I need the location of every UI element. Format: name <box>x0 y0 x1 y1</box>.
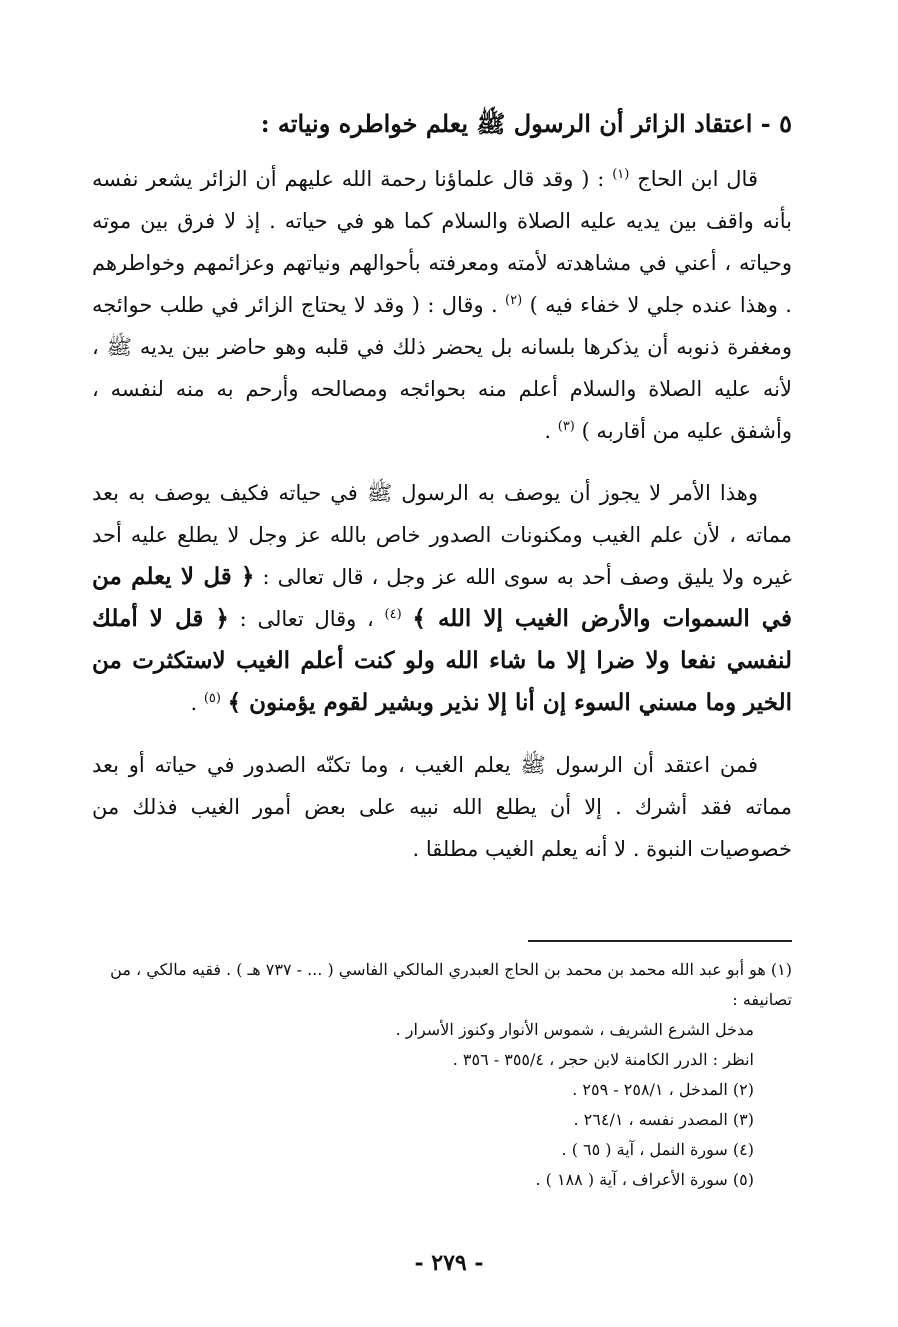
paragraph-1-text-a: قال ابن الحاج <box>637 167 758 191</box>
footnote-ref-5: (٥) <box>203 691 221 706</box>
footnotes <box>92 955 792 1195</box>
paragraph-1-text-b: : ( وقد قال علماؤنا رحمة الله عليهم أن الزائر يشعر نفسه بأنه واقف بين يديه عليه الصلاة والسلام كما هو في حياته . إذ لا فرق بين موته وحياته ، أعني في مشاهدته لأمته ومعرفته بأحوالهم ونياتهم وعزائمهم وخواطرهم . وهذا عنده جلي لا خفاء فيه ) <box>92 167 792 317</box>
footnote-1-source: انظر : الدرر الكامنة لابن حجر ، ٣٥٥/٤ - ٣٥٦ . <box>452 1050 754 1069</box>
paragraph-2-text-c: . <box>190 691 198 715</box>
footnote-ref-2: (٢) <box>505 293 523 308</box>
footnote-ref-3: (٣) <box>557 419 575 434</box>
main-text <box>92 104 792 890</box>
paragraph-3: فمن اعتقد أن الرسول ﷺ يعلم الغيب ، وما تكنّه الصدور في حياته أو بعد مماته فقد أشرك . إلا أن يطلع الله نبيه على بعض أمور الغيب فذلك من خصوصيات النبوة . لا أنه يعلم الغيب مطلقا . <box>92 753 792 861</box>
footnote-1: (١) هو أبو عبد الله محمد بن محمد بن الحاج العبدري المالكي الفاسي ( ... - ٧٣٧ هـ ) . فقيه مالكي ، من تصانيفه : <box>110 960 792 1009</box>
footnote-ref-1: (١) <box>612 167 630 182</box>
footnote-2: (٢) المدخل ، ٢٥٨/١ - ٢٥٩ . <box>572 1080 754 1099</box>
footnote-3: (٣) المصدر نفسه ، ٢٦٤/١ . <box>573 1110 754 1129</box>
paragraph-1-text-c: . وقال : ( وقد لا يحتاج الزائر في طلب حوائجه ومغفرة ذنوبه أن يذكرها بلسانه بل يحضر ذلك في قلبه وهو حاضر بين يديه ﷺ ، لأنه عليه الصلاة والسلام أعلم منه بحوائجه ومصالحه وأرحم به منه لنفسه ، وأشفق عليه من أقاربه ) <box>92 293 792 443</box>
footnote-5: (٥) سورة الأعراف ، آية ( ١٨٨ ) . <box>535 1170 754 1189</box>
paragraph-1 <box>92 158 792 452</box>
paragraph-2-text-b: ، وقال تعالى : <box>239 607 374 631</box>
paragraph-1-text-d: . <box>544 419 552 443</box>
section-heading: ٥ - اعتقاد الزائر أن الرسول ﷺ يعلم خواطره ونياته : <box>260 109 792 138</box>
quran-verse-1: ﴿ قل لا يعلم من في السموات والأرض الغيب إلا الله ﴾ <box>92 563 792 632</box>
quran-verse-2: ﴿ قل لا أملك لنفسي نفعا ولا ضرا إلا ما شاء الله ولو كنت أعلم الغيب لاستكثرت من الخير وما مسني السوء إن أنا إلا نذير وبشير لقوم يؤمنون ﴾ <box>92 605 792 716</box>
paragraph-2 <box>92 472 792 724</box>
paragraph-2-text-a: وهذا الأمر لا يجوز أن يوصف به الرسول ﷺ في حياته فكيف يوصف به بعد مماته ، لأن علم الغيب ومكنونات الصدور خاص بالله عز وجل لا يطلع عليه أحد غيره ولا يليق وصف أحد به سوى الله عز وجل ، قال تعالى : <box>92 481 792 589</box>
page-number: - ٢٧٩ - <box>414 1250 484 1276</box>
footnote-divider <box>528 940 792 942</box>
footnote-ref-4: (٤) <box>384 607 402 622</box>
footnote-1-works: مدخل الشرع الشريف ، شموس الأنوار وكنوز الأسرار . <box>395 1020 754 1039</box>
footnote-4: (٤) سورة النمل ، آية ( ٦٥ ) . <box>561 1140 754 1159</box>
